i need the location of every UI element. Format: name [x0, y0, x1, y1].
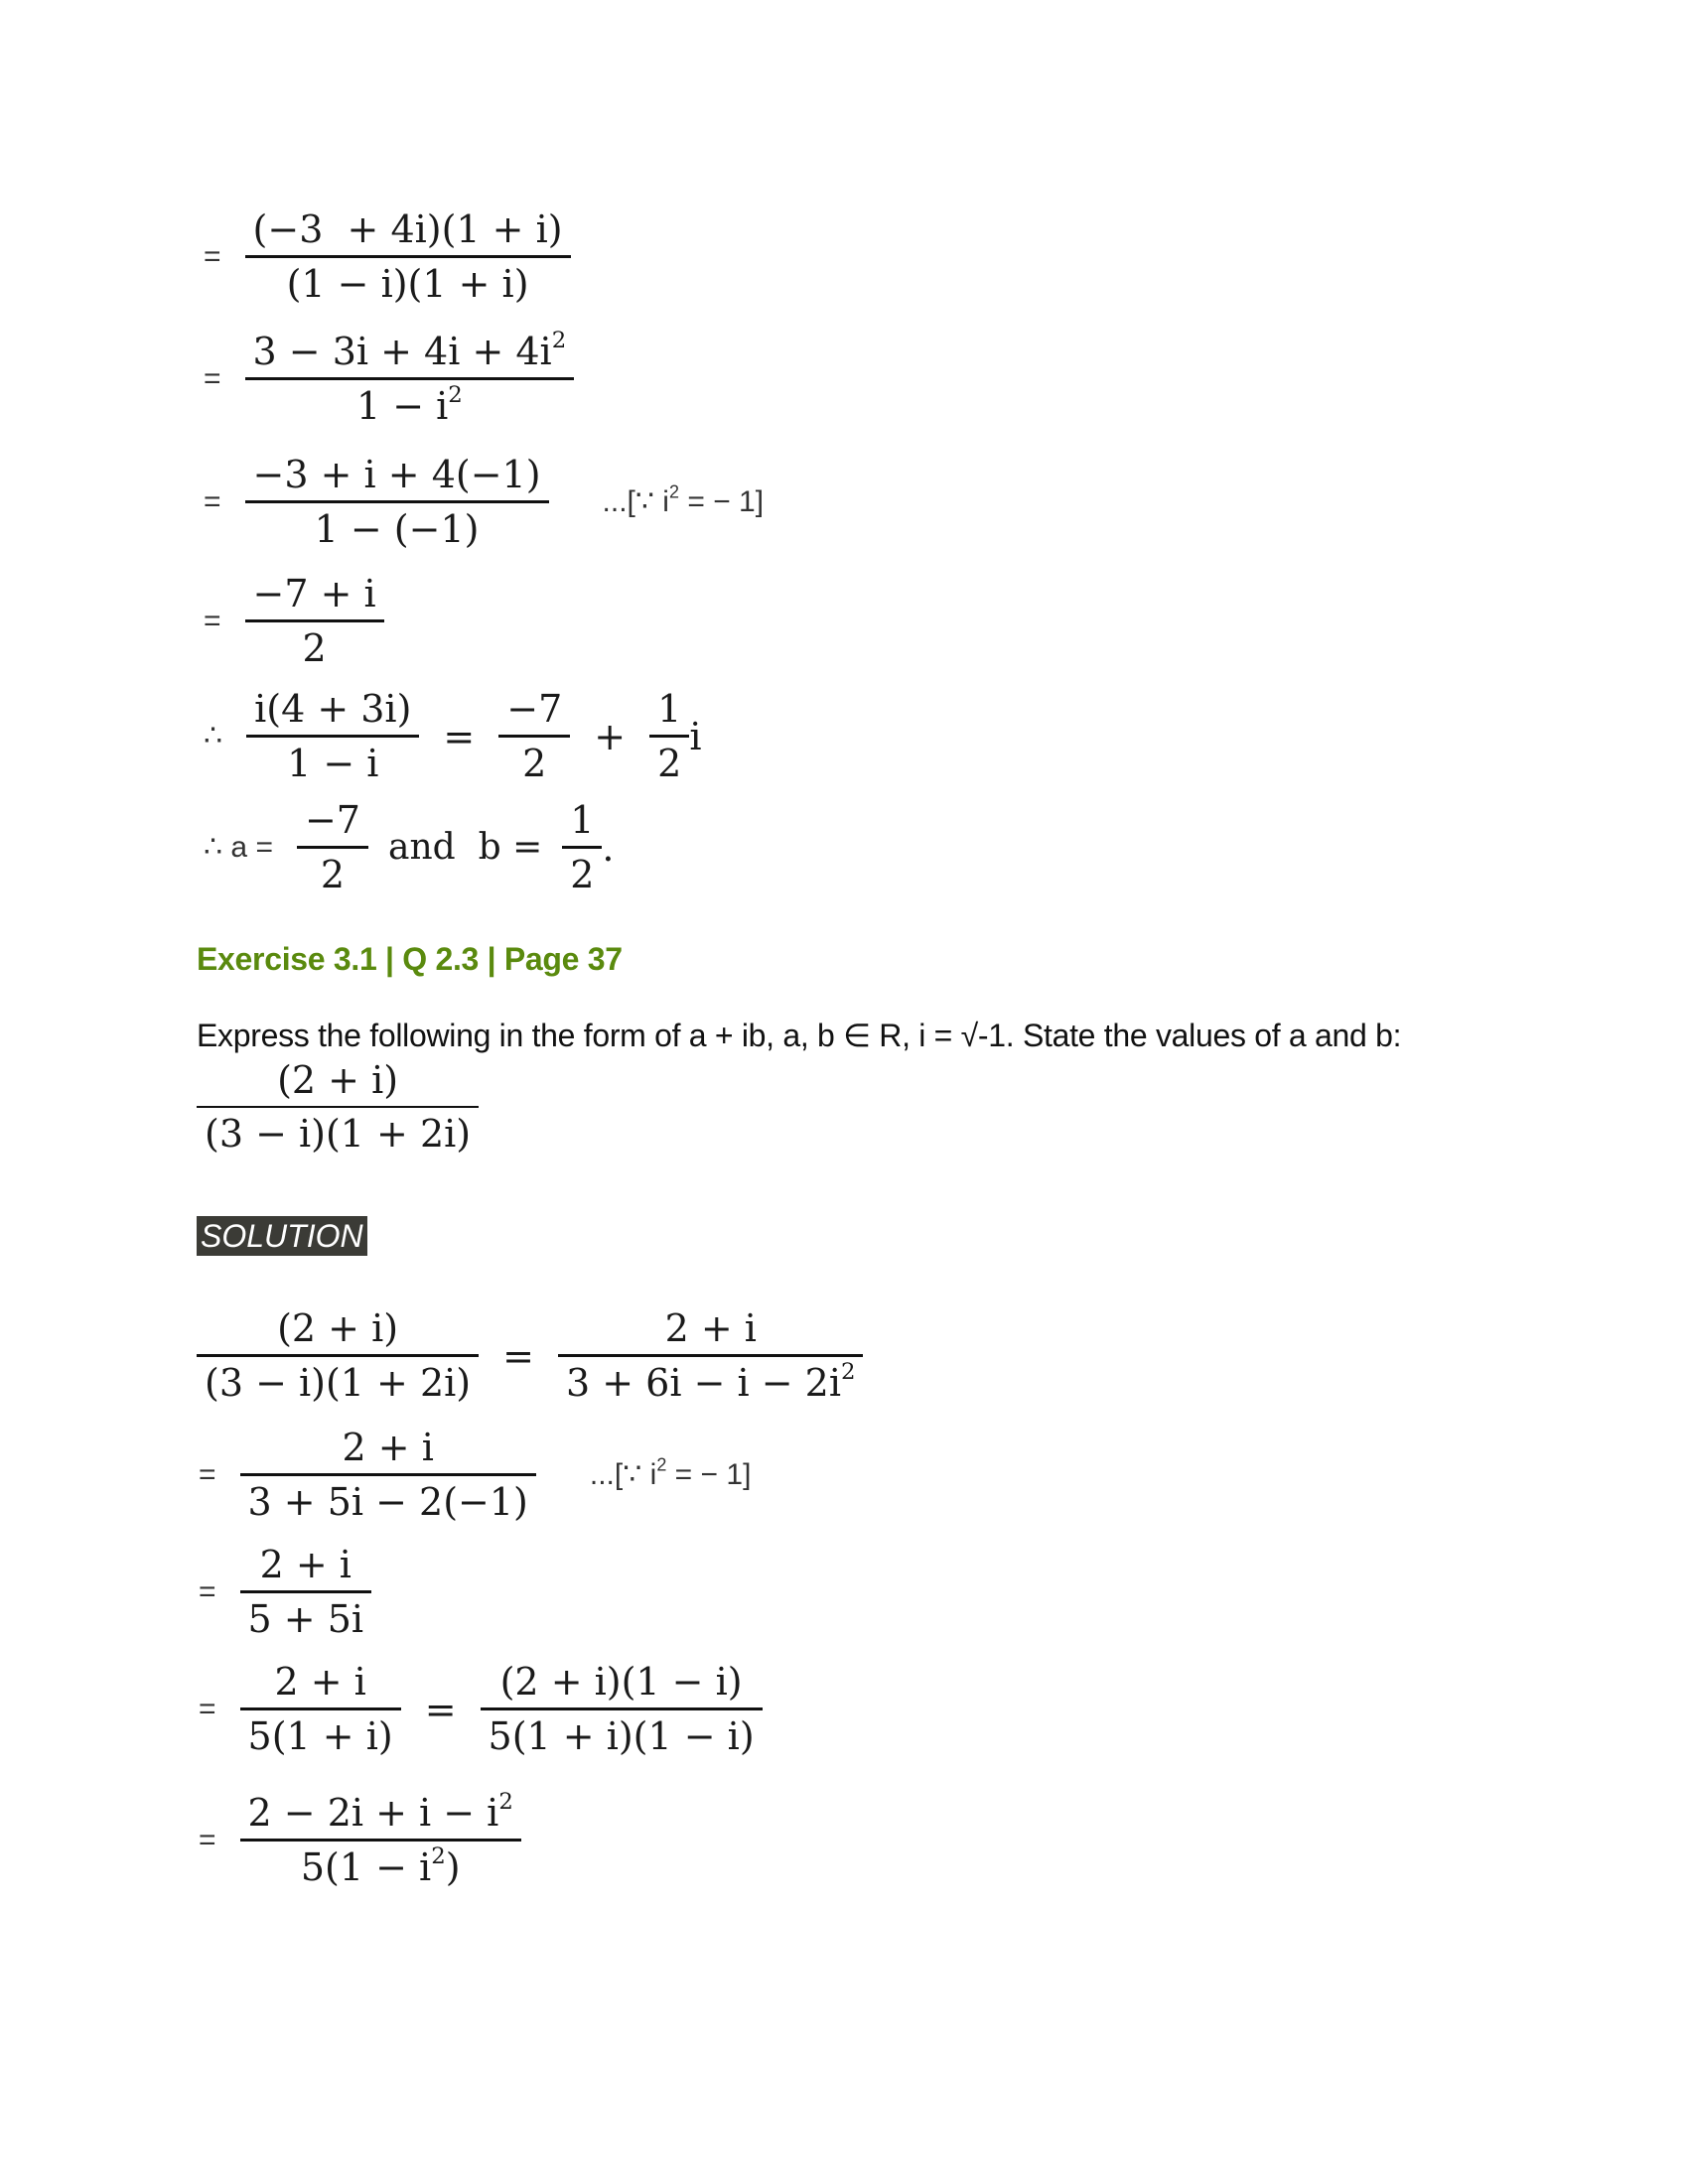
fraction-a: [297, 794, 368, 900]
denominator: [349, 380, 471, 432]
and-b-equals-label: and b =: [388, 827, 543, 868]
prev-step-3: [204, 449, 764, 555]
numerator: −7 + i: [252, 572, 376, 615]
denominator: 2: [570, 853, 595, 896]
note-tail: = − 1]: [679, 485, 765, 518]
numerator: [240, 1787, 521, 1839]
denominator: (1 − i)(1 + i): [286, 262, 529, 306]
exponent: 2: [498, 1788, 513, 1815]
numerator-text: 2 − 2i + i − i: [247, 1791, 499, 1835]
exponent: 2: [431, 1843, 446, 1869]
denominator: 1 − (−1): [314, 507, 480, 551]
solution-step-2: [199, 1422, 751, 1528]
denominator: 2: [302, 626, 327, 670]
equals-sign: =: [204, 361, 221, 395]
fraction: [558, 1302, 864, 1409]
numerator: −7: [304, 798, 360, 842]
exponent: 2: [448, 381, 463, 408]
fraction: [246, 683, 419, 789]
equals-sign: =: [204, 239, 221, 273]
numerator: (2 + i): [277, 1058, 399, 1102]
exponent: 2: [840, 1358, 856, 1385]
denominator: [293, 1842, 469, 1893]
a-equals-label: ∴ a =: [204, 831, 273, 864]
exponent: 2: [656, 1454, 667, 1475]
denominator: (3 − i)(1 + 2i): [205, 1112, 472, 1156]
denominator-text: 3 + 6i − i − 2i: [565, 1361, 841, 1405]
fraction: [240, 1787, 521, 1893]
equals-sign: =: [199, 1823, 216, 1856]
fraction: [197, 1302, 479, 1409]
fraction: [245, 568, 384, 674]
denominator-text: 5(1 − i: [300, 1845, 432, 1889]
denominator: 3 + 5i − 2(−1): [247, 1480, 528, 1524]
numerator: 2 + i: [259, 1543, 352, 1586]
fraction: [245, 326, 575, 432]
fraction: [649, 683, 689, 789]
equals-operator: =: [424, 1687, 457, 1731]
denominator: 2: [320, 853, 346, 896]
numerator: i(4 + 3i): [254, 687, 412, 731]
numerator: 2 + i: [342, 1426, 434, 1469]
denominator: 5 + 5i: [247, 1597, 364, 1641]
fraction: [240, 1539, 372, 1645]
numerator: [245, 326, 575, 377]
fraction-b: [562, 794, 602, 900]
numerator: 1: [657, 687, 682, 731]
numerator: (2 + i)(1 − i): [499, 1660, 743, 1704]
numerator-text: 3 − 3i + 4i + 4i: [252, 330, 552, 373]
equals-sign: =: [199, 1692, 216, 1725]
fraction: [245, 204, 571, 310]
question-expression: [197, 1054, 479, 1160]
solution-step-3: [199, 1539, 377, 1645]
fraction: [498, 683, 570, 789]
fraction: [197, 1054, 479, 1160]
numerator: (−3 + 4i)(1 + i): [252, 207, 563, 251]
identity-note: [602, 481, 765, 519]
fraction: [240, 1656, 401, 1762]
exercise-heading: Exercise 3.1 | Q 2.3 | Page 37: [197, 941, 623, 977]
fraction: [240, 1422, 536, 1528]
note-tail: = − 1]: [666, 1458, 752, 1491]
fraction: [481, 1656, 763, 1762]
exponent: 2: [668, 481, 679, 502]
equals-sign: =: [199, 1457, 216, 1491]
denominator: 2: [522, 742, 547, 785]
prev-step-2: [204, 326, 580, 432]
identity-note: [589, 1454, 752, 1492]
period: .: [602, 825, 615, 870]
prev-step-5: [204, 683, 701, 789]
equals-operator: =: [443, 714, 476, 758]
imaginary-unit: i: [689, 714, 702, 758]
denominator: 5(1 + i): [247, 1714, 393, 1758]
numerator: −7: [506, 687, 563, 731]
therefore-symbol: ∴: [204, 720, 223, 752]
prev-step-6: [204, 794, 615, 900]
numerator: 1: [570, 798, 595, 842]
equals-sign: =: [204, 484, 221, 518]
note-text: ...[∵ i: [602, 485, 669, 518]
equals-sign: =: [199, 1574, 216, 1608]
closing-paren: ): [445, 1845, 461, 1889]
denominator-text: 1 − i: [355, 384, 449, 428]
equals-sign: =: [204, 604, 221, 637]
denominator: (3 − i)(1 + 2i): [205, 1361, 472, 1405]
numerator: 2 + i: [664, 1306, 757, 1350]
note-text: ...[∵ i: [589, 1458, 657, 1491]
numerator: 2 + i: [274, 1660, 366, 1704]
plus-operator: +: [594, 714, 627, 758]
equals-operator: =: [502, 1333, 534, 1378]
solution-step-5: [199, 1787, 527, 1893]
exponent: 2: [551, 327, 567, 353]
denominator: 5(1 + i)(1 − i): [488, 1714, 755, 1758]
fraction: [245, 449, 549, 555]
numerator: −3 + i + 4(−1): [252, 453, 541, 496]
solution-step-1: [197, 1302, 869, 1409]
solution-step-4: [199, 1656, 769, 1762]
prev-step-1: [204, 204, 577, 310]
numerator: (2 + i): [277, 1306, 399, 1350]
prev-step-4: [204, 568, 390, 674]
denominator: [558, 1357, 864, 1409]
denominator: 1 − i: [287, 742, 379, 785]
question-text: Express the following in the form of a + ib, a, b ∈ R, i = √-1. State the values of a and b:: [197, 1018, 1402, 1053]
solution-badge: SOLUTION: [197, 1216, 367, 1256]
denominator: 2: [657, 742, 682, 785]
